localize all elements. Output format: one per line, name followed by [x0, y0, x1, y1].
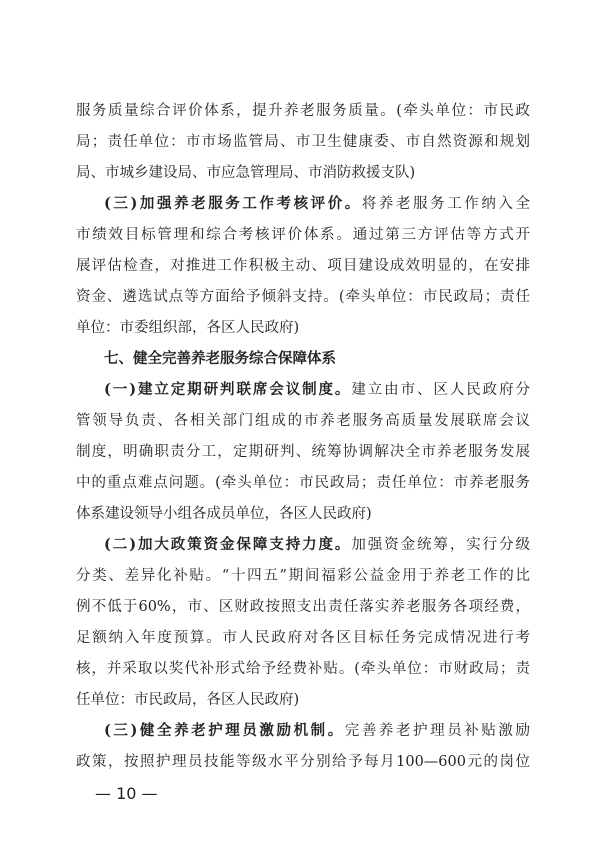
text-span: 完善养老护理员补贴激励	[344, 723, 530, 739]
text-line: 制度，明确职责分工，定期研判、统筹协调解决全市养老服务发展	[76, 444, 530, 460]
paragraph-first-line	[104, 380, 530, 400]
text-line: 展评估检查，对推进工作积极主动、项目建设成效明显的，在安排	[76, 258, 530, 274]
text-line: 核，并采取以奖代补形式给予经费补贴。(牵头单位：市财政局；责	[76, 661, 530, 677]
text-line: 局、市城乡建设局、市应急管理局、市消防救援支队)	[76, 165, 416, 181]
text-line: 任单位：市民政局，各区人民政府)	[76, 692, 300, 708]
text-line: 单位：市委组织部，各区人民政府)	[76, 320, 300, 336]
text-line: 例不低于60%，市、区财政按照支出责任落实养老服务各项经费，	[76, 599, 530, 615]
text-span: 加强资金统筹，实行分级	[351, 537, 530, 553]
paragraph-heading: (二)加大政策资金保障支持力度。	[104, 536, 352, 553]
text-line: 分类、差异化补贴。“十四五”期间福彩公益金用于养老工作的比	[76, 568, 530, 584]
paragraph-first-line	[104, 535, 530, 555]
text-line: 政策，按照护理员技能等级水平分别给予每月100—600元的岗位	[76, 754, 530, 770]
text-span: 建立由市、区人民政府分	[351, 382, 530, 398]
paragraph-first-line	[104, 721, 530, 741]
section-heading: 七、健全完善养老服务综合保障体系	[104, 351, 336, 367]
text-line: 局；责任单位：市市场监管局、市卫生健康委、市自然资源和规划	[76, 134, 530, 150]
text-line: 资金、遴选试点等方面给予倾斜支持。(牵头单位：市民政局；责任	[76, 289, 530, 305]
text-line: 管领导负责、各相关部门组成的市养老服务高质量发展联席会议	[76, 413, 530, 429]
text-line: 体系建设领导小组各成员单位，各区人民政府)	[76, 506, 372, 522]
paragraph-first-line	[104, 194, 530, 214]
page-number: — 10 —	[95, 784, 158, 803]
paragraph-heading: (三)健全养老护理员激励机制。	[104, 722, 345, 739]
text-span: 将养老服务工作纳入全	[361, 196, 530, 212]
text-line: 服务质量综合评价体系，提升养老服务质量。(牵头单位：市民政	[76, 103, 530, 119]
text-line: 中的重点难点问题。(牵头单位：市民政局；责任单位：市养老服务	[76, 475, 530, 491]
paragraph-heading: (三)加强养老服务工作考核评价。	[104, 195, 362, 212]
paragraph-heading: (一)建立定期研判联席会议制度。	[104, 381, 352, 398]
text-line: 足额纳入年度预算。市人民政府对各区目标任务完成情况进行考	[76, 630, 530, 646]
text-line: 市绩效目标管理和综合考核评价体系。通过第三方评估等方式开	[76, 227, 530, 243]
